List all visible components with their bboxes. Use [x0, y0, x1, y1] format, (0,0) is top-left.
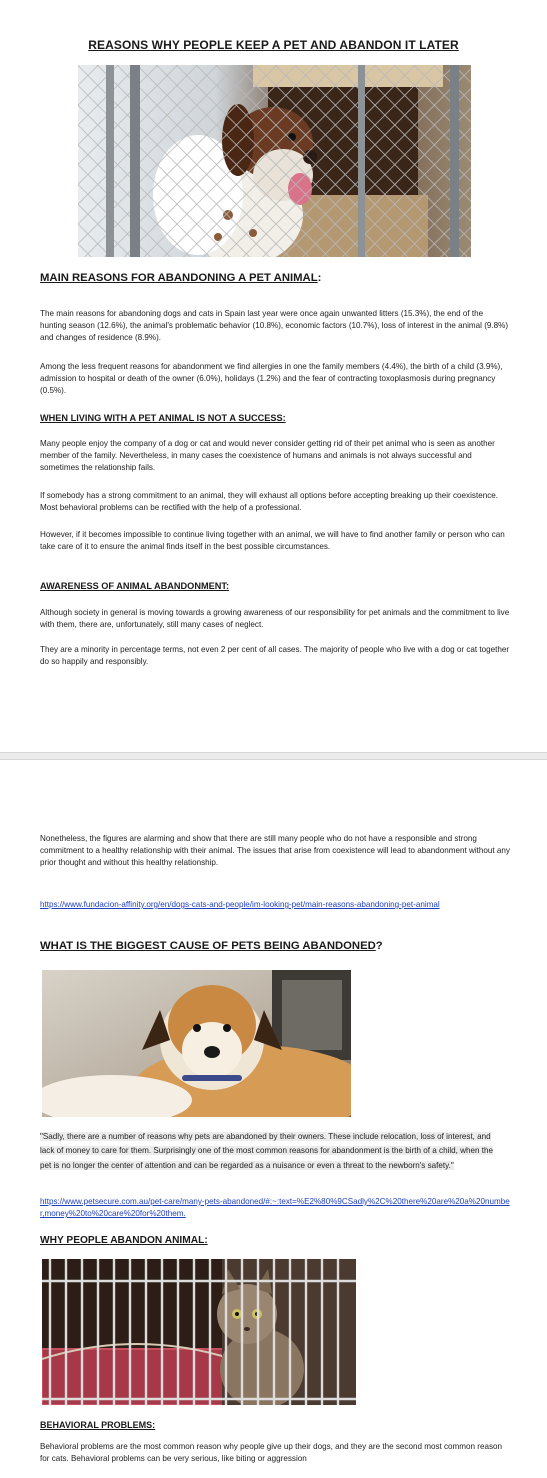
paragraph-awareness: Although society in general is moving towards a growing awareness of our responsibility for pet animals and the commitment to live with them, there are, unfortunately, still many cases of neglect. — [40, 608, 510, 629]
heading-awareness: AWARENESS OF ANIMAL ABANDONMENT: — [40, 581, 230, 591]
heading-main-reasons: MAIN REASONS FOR ABANDONING A PET ANIMAL: — [40, 272, 322, 284]
page-break — [0, 752, 547, 760]
paragraph-main-reasons: The main reasons for abandoning dogs and cats in Spain last year were once again unwanted litters (15.3%), the end of the hunting season (12.6%), the animal's problematic behavior (10.8%), economic factors (10.7%), loss of interest in the animal (9.8%) and changes of residence (8.9%). — [40, 309, 509, 342]
source-link-petsecure[interactable]: https://www.petsecure.com.au/pet-care/many-pets-abandoned/#:~:text=%E2%80%9CSadly%2C%20there%20are%20a%20number,money%20to%20care%20for%20them. — [40, 1197, 510, 1218]
paragraph-commitment: If somebody has a strong commitment to an animal, they will exhaust all options before accepting breaking up their coexistence. Most behavioral problems can be rectified with the help of a professional. — [40, 491, 498, 512]
heading-biggest-cause: WHAT IS THE BIGGEST CAUSE OF PETS BEING ABANDONED? — [40, 940, 383, 952]
dog-lying-photo — [42, 970, 351, 1117]
paragraph-nonetheless: Nonetheless, the figures are alarming and show that there are still many people who do not have a responsible and strong commitment to a healthy relationship with their animal. The issues that arise from coexistence will lead to abandonment without any prior thought and without this healthy relationship. — [40, 834, 510, 867]
cat-in-cage-photo — [42, 1259, 356, 1405]
heading-behavioral-problems: BEHAVIORAL PROBLEMS: — [40, 1420, 156, 1430]
document-page-2 — [0, 760, 547, 1478]
document-title: REASONS WHY PEOPLE KEEP A PET AND ABANDON IT LATER — [88, 38, 459, 52]
dog-behind-fence-photo — [78, 65, 471, 257]
source-link-affinity[interactable]: https://www.fundacion-affinity.org/en/dogs-cats-and-people/im-looking-pet/main-reasons-abandoning-pet-animal — [40, 900, 440, 909]
quote-petsecure: "Sadly, there are a number of reasons why pets are abandoned by their owners. These include relocation, loss of interest, and lack of money to care for them. Surprisingly one of the most common reasons for abandonment is the birth of a child, when the pet is no longer the center of attention and can be regarded as a nuisance or even a threat to the newborn's safety." — [40, 1132, 494, 1170]
paragraph-minority: They are a minority in percentage terms, not even 2 per cent of all cases. The majority of people who live with a dog or cat together do so happily and responsibly. — [40, 645, 510, 666]
heading-why-abandon: WHY PEOPLE ABANDON ANIMAL: — [40, 1235, 208, 1246]
paragraph-company: Many people enjoy the company of a dog or cat and would never consider getting rid of their pet animal who is seen as another member of the family. Nevertheless, in many cases the coexistence of humans and animals is not always successful and sometimes the relationship fails. — [40, 439, 495, 472]
heading-living-not-success: WHEN LIVING WITH A PET ANIMAL IS NOT A SUCCESS: — [40, 413, 286, 423]
paragraph-behavioral: Behavioral problems are the most common reason why people give up their dogs, and they are the second most common reason for cats. Behavioral problems can be very serious, like biting or aggression — [40, 1442, 503, 1463]
paragraph-less-frequent: Among the less frequent reasons for abandonment we find allergies in one the family members (4.4%), the birth of a child (3.9%), admission to hospital or death of the owner (6.0%), holidays (1.2%) and the fear of contracting toxoplasmosis during pregnancy (0.5%). — [40, 362, 503, 395]
paragraph-rehoming: However, if it becomes impossible to continue living together with an animal, we will have to find another family or person who can take care of it to ensure the animal finds itself in the best possible circumstances. — [40, 530, 505, 551]
